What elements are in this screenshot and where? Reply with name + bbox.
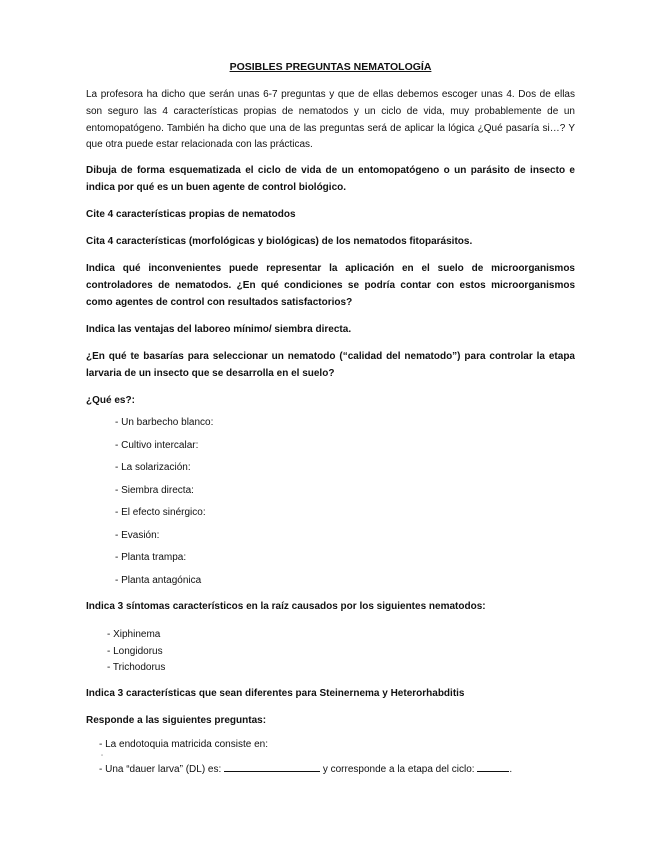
- list-item: - Un barbecho blanco:: [115, 417, 214, 428]
- list-item: - Planta trampa:: [115, 552, 187, 563]
- list-item: - Evasión:: [115, 530, 160, 541]
- question-diferencias: Indica 3 características que sean diferentes para Steinernema y Heterorhabditis: [86, 688, 465, 699]
- question-fitoparasitos: Cita 4 características (morfológicas y biológicas) de los nematodos fitoparásitos.: [86, 236, 473, 247]
- question-responde: Responde a las siguientes preguntas:: [86, 715, 267, 726]
- question-ciclo-vida: Dibuja de forma esquematizada el ciclo de vida de un entomopatógeno o un parásito de insecto e indica por qué es un buen agente de control biológico.: [86, 165, 575, 193]
- list-item: - Xiphinema: [107, 629, 161, 640]
- question-calidad-nematodo: ¿En qué te basarías para seleccionar un nematodo (“calidad del nematodo”) para controlar la etapa larvaria de un insecto que se desarrolla en el suelo?: [86, 351, 575, 379]
- page-title: POSIBLES PREGUNTAS NEMATOLOGÍA: [229, 61, 432, 73]
- question-caracteristicas-nematodos: Cite 4 características propias de nematodos: [86, 209, 296, 220]
- list-item: - El efecto sinérgico:: [115, 507, 206, 518]
- list-item: - Cultivo intercalar:: [115, 440, 199, 451]
- question-inconvenientes: Indica qué inconvenientes puede representar la aplicación en el suelo de microorganismos controladores de nematodos. ¿En qué condiciones se podría contar con estos microorganismos como agentes de control con resultados satisfactorios?: [86, 263, 575, 308]
- answer-blank-1: [224, 762, 320, 772]
- list-item-dauer-larva: [99, 762, 512, 777]
- list-item: - Siembra directa:: [115, 485, 194, 496]
- list-item: - Planta antagónica: [115, 575, 202, 586]
- question-sintomas: Indica 3 síntomas característicos en la raíz causados por los siguientes nematodos:: [86, 601, 486, 612]
- bullet-mark: ▫: [101, 753, 104, 759]
- dauer-middle: y corresponde a la etapa del ciclo:: [322, 764, 475, 775]
- question-laboreo: Indica las ventajas del laboreo mínimo/ siembra directa.: [86, 324, 352, 335]
- answer-blank-2: [477, 762, 509, 772]
- question-que-es: ¿Qué es?:: [86, 395, 135, 406]
- list-item: - Trichodorus: [107, 662, 166, 673]
- list-item: - Longidorus: [107, 646, 163, 657]
- list-item: - La solarización:: [115, 462, 191, 473]
- list-item-endotoquia: - La endotoquia matricida consiste en:: [99, 739, 268, 750]
- intro-paragraph: La profesora ha dicho que serán unas 6-7 preguntas y que de ellas debemos escoger unas 4. Dos de ellas son seguro las 4 características propias de nematodos y un ciclo de vida, muy probablemente de un entomopatógeno. También ha dicho que una de las preguntas será de aplicar la lógica ¿Qué pasaría si…? Y que otra puede estar relacionada con las prácticas.: [86, 89, 575, 151]
- dauer-end: .: [509, 764, 513, 775]
- dauer-prefix: - Una “dauer larva” (DL) es:: [99, 764, 222, 775]
